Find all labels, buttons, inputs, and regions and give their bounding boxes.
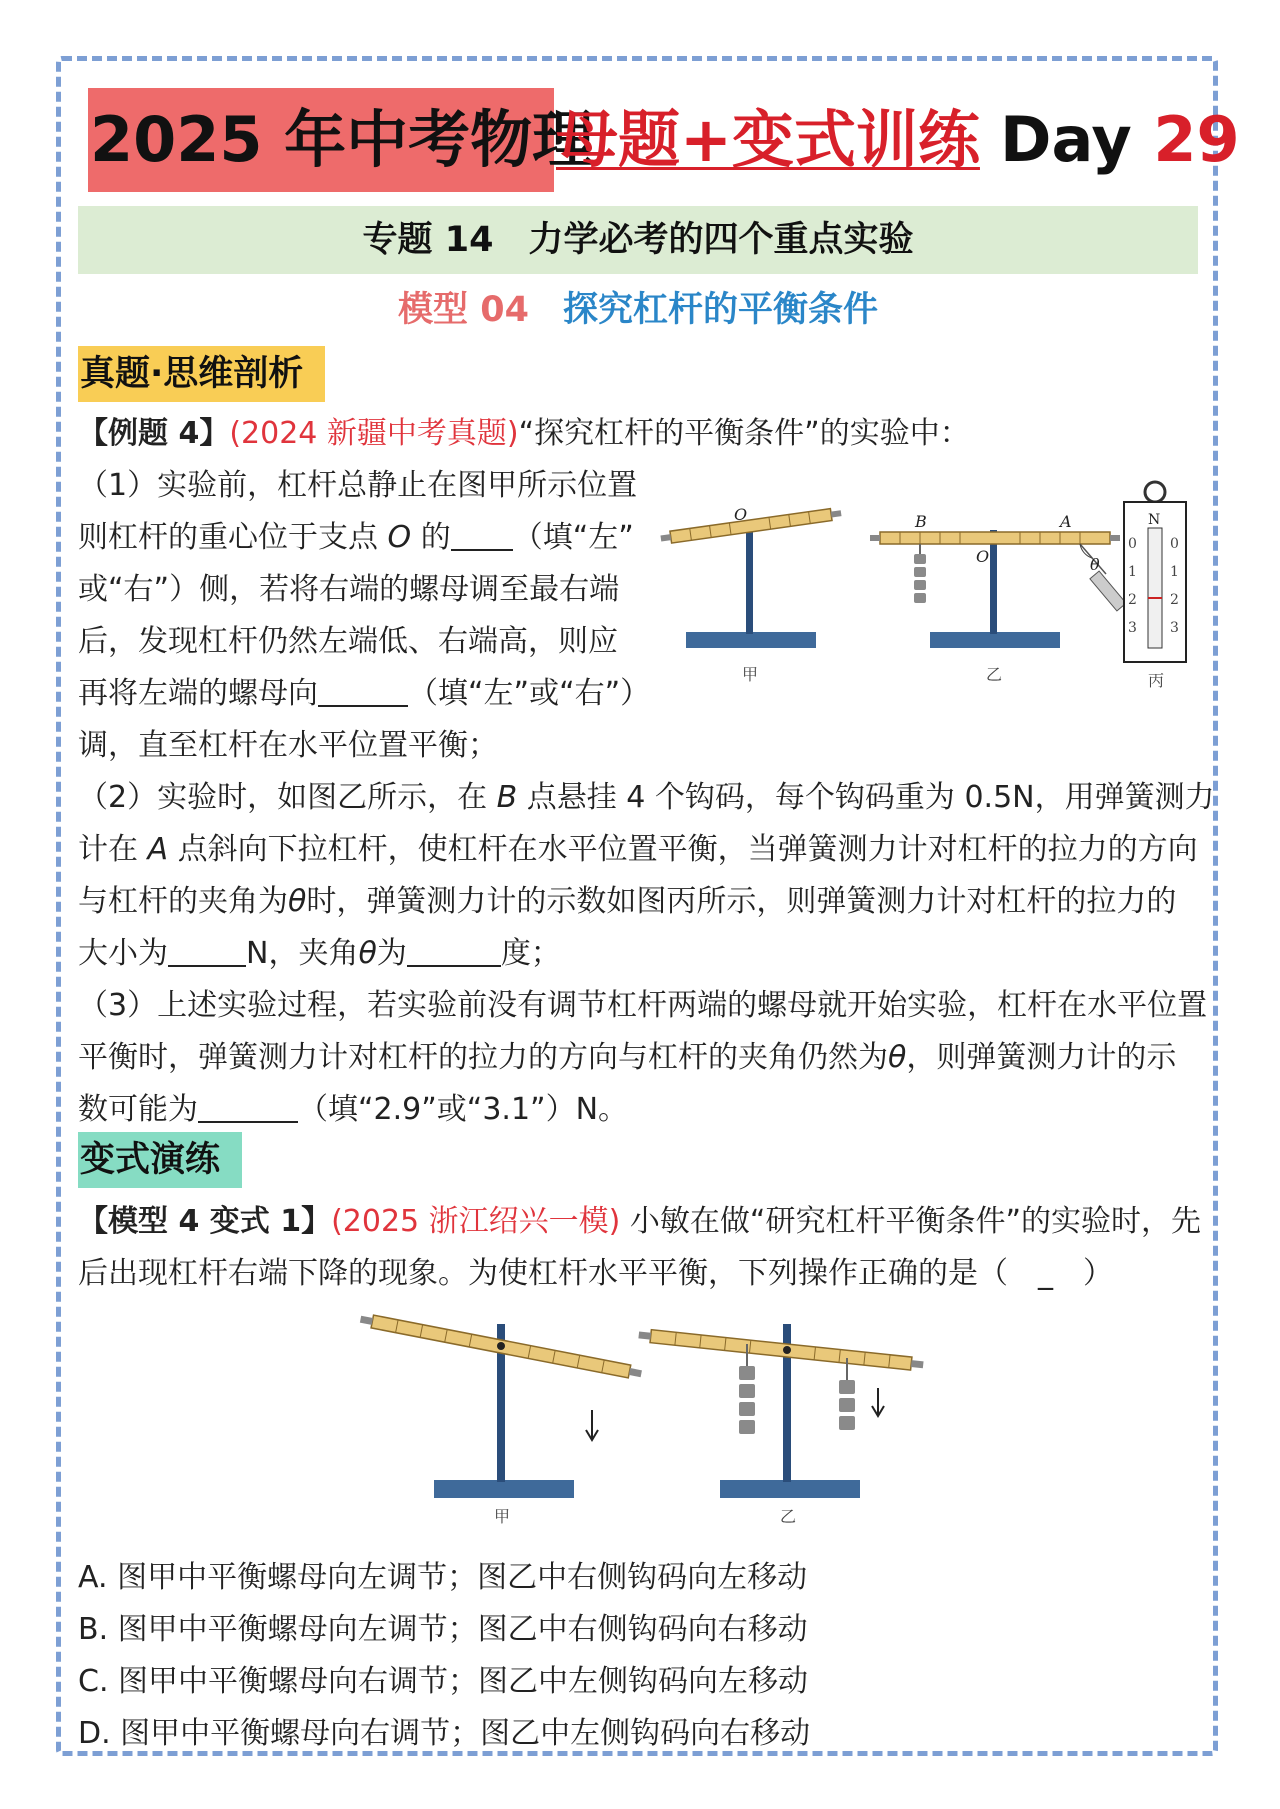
answer-blank[interactable] [451, 519, 513, 551]
meter-unit: N [1148, 512, 1161, 528]
q1-l2c: 的 [411, 520, 451, 555]
variant-caption-a: 甲 [494, 1507, 511, 1526]
meter-tick-right-1: 1 [1170, 564, 1179, 580]
meter-tick-left-1: 1 [1128, 564, 1137, 580]
q1-l5b: （填“左”或“右”） [408, 676, 651, 711]
option-d[interactable]: D. 图甲中平衡螺母向右调节；图乙中左侧钩码向右移动 [78, 1716, 811, 1751]
q3-line2 [78, 1032, 1176, 1084]
model-title [78, 282, 1198, 338]
example-figure [650, 470, 1220, 700]
q3-l3b: （填“2.9”或“3.1”）N。 [298, 1092, 629, 1127]
option-a[interactable]: A. 图甲中平衡螺母向左调节；图乙中右侧钩码向左移动 [78, 1560, 808, 1595]
q1-line3: 或“右”）侧，若将右端的螺母调至最右端 [78, 572, 620, 607]
q3-line3 [78, 1084, 628, 1136]
variant-caption-b: 乙 [780, 1507, 797, 1526]
model-code: 模型 04 [398, 290, 529, 330]
q2-l3a: 与杠杆的夹角为 [78, 884, 288, 919]
q2-l1a: （2）实验时，如图乙所示，在 [78, 780, 497, 815]
q2-l4e: 度； [500, 936, 561, 971]
meter-tick-right-0: 0 [1170, 536, 1179, 552]
q2-l4d: 为 [376, 936, 407, 971]
title-day-number: 29 [1153, 103, 1240, 176]
q2-l1b: B [496, 780, 518, 815]
answer-blank[interactable] [318, 675, 408, 707]
q1-line6: 调，直至杠杆在水平位置平衡； [78, 728, 498, 763]
q1-l2d: （填“左” [512, 520, 634, 555]
label-o: O [734, 505, 748, 524]
meter-tick-left-3: 3 [1128, 620, 1137, 636]
q1-line5 [78, 668, 650, 720]
q1-l2a: 则杠杆的重心位于支点 [78, 520, 388, 555]
label-theta: θ [1090, 555, 1100, 574]
q2-l2a: 计在 [78, 832, 148, 867]
q2-line4 [78, 928, 561, 980]
title-day-prefix: Day [1000, 103, 1154, 176]
q3-l3a: 数可能为 [78, 1092, 198, 1127]
model-name: 探究杠杆的平衡条件 [562, 290, 878, 330]
variant-right-weights [839, 1358, 855, 1430]
option-b[interactable]: B. 图甲中平衡螺母向左调节；图乙中右侧钩码向右移动 [78, 1612, 808, 1647]
variant-line1 [78, 1196, 1201, 1248]
q2-l4a: 大小为 [78, 936, 168, 971]
q3-line1: （3）上述实验过程，若实验前没有调节杠杆两端的螺母就开始实验，杠杆在水平位置 [78, 988, 1208, 1023]
q2-line2 [78, 824, 1198, 876]
q2-l3b: θ [288, 884, 307, 919]
figure-a-lever [660, 505, 842, 684]
option-c[interactable]: C. 图甲中平衡螺母向右调节；图乙中左侧钩码向左移动 [78, 1664, 809, 1699]
label-a: A [1060, 512, 1072, 531]
q2-l1c: 点悬挂 4 个钩码，每个钩码重为 0.5N，用弹簧测力 [517, 780, 1215, 815]
variant-tag: 【模型 4 变式 1】 [78, 1204, 332, 1239]
variant-figure [350, 1310, 930, 1530]
variant-line2: 后出现杠杆右端下降的现象。为使杠杆水平平衡，下列操作正确的是（ _ ） [78, 1256, 1113, 1291]
q2-l2c: 点斜向下拉杠杆，使杠杆在水平位置平衡，当弹簧测力计对杠杆的拉力的方向 [168, 832, 1198, 867]
variant-figure-a [359, 1313, 642, 1526]
hook-weights [914, 544, 926, 603]
title-part1: 2025 年中考物理 [90, 103, 595, 176]
example-intro-text: “探究杠杆的平衡条件”的实验中： [518, 416, 970, 451]
example-source: (2024 新疆中考真题) [229, 416, 519, 451]
example-tag: 【例题 4】 [78, 416, 230, 451]
q2-line3 [78, 876, 1176, 928]
answer-blank[interactable] [198, 1091, 298, 1123]
answer-blank[interactable] [407, 935, 501, 967]
topic-title: 专题 14 力学必考的四个重点实验 [362, 220, 914, 260]
caption-a: 甲 [742, 665, 759, 684]
q3-l2a: 平衡时，弹簧测力计对杠杆的拉力的方向与杠杆的夹角仍然为 [78, 1040, 888, 1075]
title-part2: 母题+变式训练 [556, 103, 980, 176]
section-heading-variant-practice: 变式演练 [78, 1132, 242, 1188]
meter-tick-right-3: 3 [1170, 620, 1179, 636]
q2-line1 [78, 772, 1215, 824]
q2-l4c: θ [358, 936, 377, 971]
variant-left-weights [739, 1344, 755, 1434]
variant-l1: 小敏在做“研究杠杆平衡条件”的实验时，先 [620, 1204, 1202, 1239]
section-heading-past-exam: 真题·思维剖析 [78, 346, 325, 402]
q2-l2b: A [147, 832, 169, 867]
q3-l2c: ，则弹簧测力计的示 [906, 1040, 1177, 1075]
title-day [1000, 100, 1240, 180]
q1-line2 [78, 512, 634, 564]
label-o2: O [976, 547, 990, 566]
variant-figure-b [638, 1324, 924, 1526]
q1-line1: （1）实验前，杠杆总静止在图甲所示位置 [78, 468, 638, 503]
meter-tick-left-0: 0 [1128, 536, 1137, 552]
caption-b: 乙 [986, 665, 1003, 684]
caption-c: 丙 [1148, 671, 1165, 690]
q2-l3c: 时，弹簧测力计的示数如图丙所示，则弹簧测力计对杠杆的拉力的 [306, 884, 1177, 919]
meter-tick-left-2: 2 [1128, 592, 1137, 608]
q1-line4: 后，发现杠杆仍然左端低、右端高，则应 [78, 624, 618, 659]
example-intro [78, 408, 970, 460]
q1-l5a: 再将左端的螺母向 [78, 676, 318, 711]
variant-source: (2025 浙江绍兴一模) [331, 1204, 621, 1239]
figure-b-lever [870, 512, 1126, 684]
q2-l4b: N，夹角 [246, 936, 359, 971]
spring-scale [1080, 544, 1126, 611]
q1-l2b: O [387, 520, 412, 555]
q3-l2b: θ [888, 1040, 907, 1075]
label-b: B [915, 512, 927, 531]
figure-c-meter [1124, 482, 1186, 690]
answer-blank[interactable] [168, 935, 246, 967]
meter-tick-right-2: 2 [1170, 592, 1179, 608]
